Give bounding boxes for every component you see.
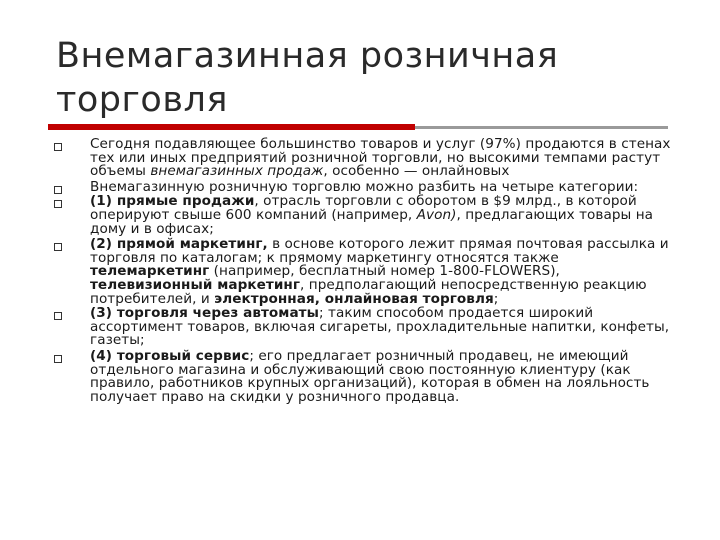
- slide-title-line-2: торговля: [56, 80, 228, 120]
- bold-text: телевизионный маркетинг: [90, 276, 301, 293]
- bullet-text: [90, 178, 674, 195]
- bullet-item: [54, 238, 674, 306]
- hollow-square-bullet-icon: [54, 355, 62, 363]
- hollow-square-bullet-icon: [54, 200, 62, 208]
- bullet-text: [90, 307, 674, 348]
- bullet-text: [90, 347, 674, 405]
- text-run: Сегодня подавляющее большинство товаров и услуг (97%) продаются в стенах тех или иных предприятий розничной торговли, но высокими темпами растут объемы: [90, 136, 671, 180]
- text-run: ; его предлагает розничный продавец, не имеющий отдельного магазина и обслуживающий свою постоянную клиентуру (как правило, работников крупных организаций), которая в обмен на лояльность получает право на скидки у розничного продавца.: [90, 347, 650, 405]
- bold-text: (4) торговый сервис: [90, 347, 250, 364]
- bullet-text: [90, 195, 674, 236]
- bullet-item: [54, 307, 674, 348]
- text-run: , особенно — онлайновых: [323, 163, 510, 180]
- bullet-item: [54, 178, 674, 195]
- bold-text: (2) прямой маркетинг,: [90, 236, 268, 253]
- bold-text: электронная, онлайновая торговля: [214, 290, 494, 307]
- title-underline-accent: [48, 124, 415, 130]
- bullet-text: [90, 238, 674, 306]
- text-run: в основе которого лежит прямая почтовая рассылка и торговля по каталогам; к прямому маркетингу относятся также: [90, 236, 669, 266]
- text-run: Внемагазинную розничную торговлю можно разбить на четыре категории:: [90, 178, 639, 195]
- text-run: (например, бесплатный номер 1-800-FLOWERS),: [209, 263, 560, 280]
- text-run: , предполагающий непосредственную реакцию потребителей, и: [90, 276, 647, 307]
- hollow-square-bullet-icon: [54, 243, 62, 251]
- text-run: , предлагающих товары на дому и в офисах;: [90, 206, 654, 237]
- bullet-item: [54, 138, 674, 179]
- bullet-list: [54, 138, 674, 404]
- italic-text: внемагазинных продаж: [150, 163, 324, 180]
- bullet-text: [90, 138, 674, 179]
- bullet-item: [54, 195, 674, 236]
- italic-text: Avon): [416, 206, 457, 223]
- bold-text: телемаркетинг: [90, 263, 210, 280]
- text-run: ; таким способом продается широкий ассортимент товаров, включая сигареты, прохладительные напитки, конфеты, газеты;: [90, 305, 670, 349]
- title-underline: [48, 124, 668, 130]
- bold-text: (3) торговля через автоматы: [90, 305, 319, 322]
- hollow-square-bullet-icon: [54, 143, 62, 151]
- title-underline-thin: [415, 126, 668, 129]
- bold-text: (1) прямые продажи: [90, 193, 255, 210]
- slide-title: [56, 34, 676, 122]
- hollow-square-bullet-icon: [54, 186, 62, 194]
- text-run: ;: [493, 290, 499, 307]
- hollow-square-bullet-icon: [54, 312, 62, 320]
- bullet-item: [54, 347, 674, 405]
- slide-title-line-1: Внемагазинная розничная: [56, 36, 559, 76]
- text-run: , отрасль торговли с оборотом в $9 млрд., в которой оперируют свыше 600 компаний (например,: [90, 193, 637, 223]
